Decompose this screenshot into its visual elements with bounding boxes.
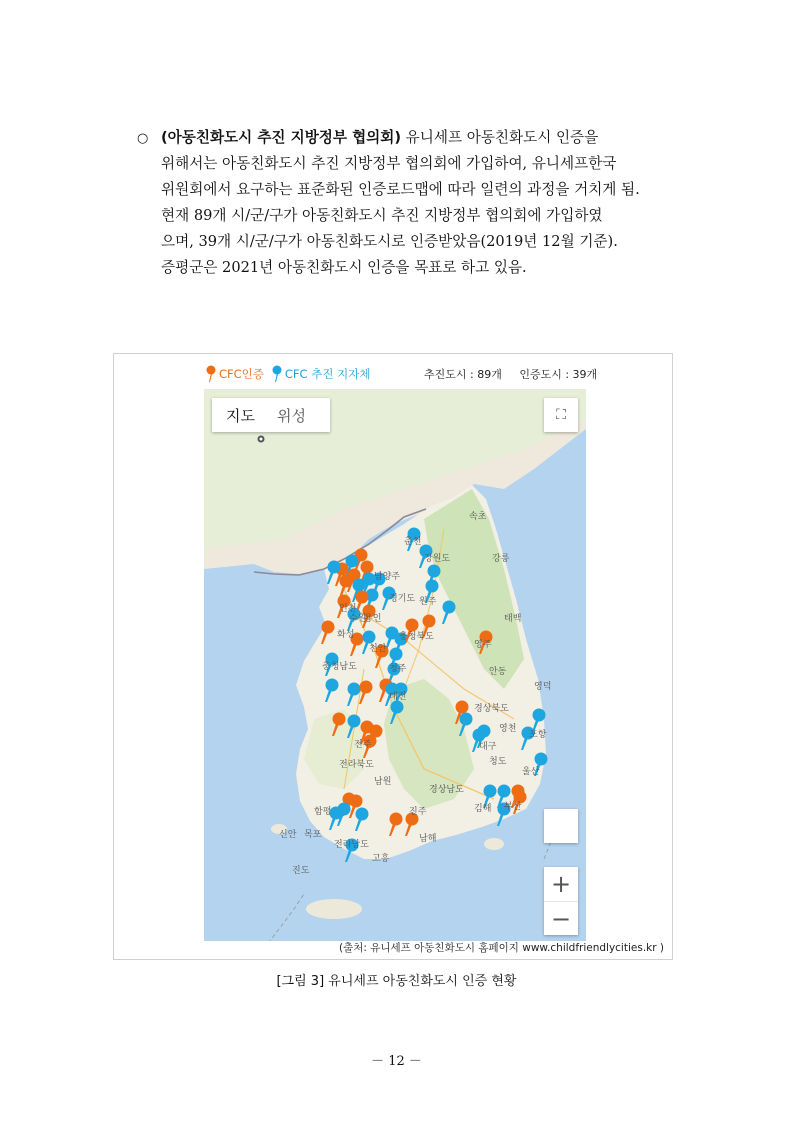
legend-promo-label: CFC 추진 지자체 [284,367,371,381]
label-layer [204,389,586,941]
map-type-satellite-button[interactable]: 위성 [276,406,306,425]
paragraph-line-6: 증평군은 2021년 아동친화도시 인증을 목표로 하고 있음. [161,259,527,276]
street-view-button[interactable] [544,809,578,843]
paragraph-line-3: 위원회에서 요구하는 표준화된 인증로드맵에 따라 일련의 과정을 거치게 됨. [161,181,640,198]
place-sokcho: 속초 [469,512,487,522]
place-busan: 부산 [504,802,522,812]
place-daejeon: 대전 [389,692,407,702]
map-stats [424,366,611,382]
fullscreen-button[interactable] [544,398,578,432]
place-gyeongnam: 경상남도 [429,785,464,795]
paragraph-line-5: 으며, 39개 시/군/구가 아동친화도시로 인증받았음(2019년 12월 기준). [161,233,618,250]
stat-cert-count: 인증도시 : 39개 [519,368,598,381]
place-daegu: 대구 [479,742,497,752]
place-yongin: 용인 [364,614,382,624]
map-legend [206,364,370,384]
place-cheongju: 청주 [389,664,407,674]
place-cheongdo: 청도 [489,757,507,767]
place-mokpo: 목포 [304,830,322,840]
zoom-out-button[interactable]: − [550,905,572,933]
stat-promo-count: 추진도시 : 89개 [424,368,502,381]
place-jeonnam: 전라남도 [334,840,369,850]
place-jeonju: 전주 [354,740,372,750]
place-pohang: 포항 [529,730,547,740]
paragraph-line-1-text: 유니세프 아동친화도시 인증을 [401,129,599,146]
figure-source: (출처: 유니세프 아동친화도시 홈페이지 www.childfriendlycities.kr ) [338,942,664,954]
legend-cfc-label: CFC인증 [219,367,264,381]
place-yeongju: 영주 [474,640,492,650]
place-cheonan: 천안 [369,644,387,654]
place-taebaek: 태백 [504,614,522,624]
place-hwaseong: 화성 [337,630,355,640]
paragraph-line-1 [137,125,697,151]
place-jinju: 진주 [409,807,427,817]
place-chungnam: 충청남도 [322,662,357,672]
place-yeongcheon: 영천 [499,724,517,734]
blue-pin-icon [272,365,282,383]
place-suwon: 수원 [349,614,367,624]
place-namyangju: 남양주 [374,572,401,582]
zoom-in-button[interactable]: + [544,867,578,902]
fullscreen-icon: ⛶ [556,407,566,423]
place-yeongdeok: 영덕 [534,682,552,692]
place-gangneung: 강릉 [492,554,510,564]
bullet-marker: ○ [137,131,149,146]
map-figure [113,353,673,960]
place-sinan: 신안 [279,830,297,840]
place-jeonbuk: 전라북도 [339,760,374,770]
paragraph-line-4: 현재 89개 시/군/구가 아동친화도시 추진 지방정부 협의회에 가입하였 [161,207,603,224]
place-ulsan: 울산 [522,767,540,777]
place-namhae: 남해 [419,834,437,844]
place-wonju: 원주 [419,597,437,607]
paragraph-heading: (아동친화도시 추진 지방정부 협의회) [161,129,402,146]
place-andong: 안동 [489,667,507,677]
map-type-control [212,398,330,432]
zoom-control [544,867,578,935]
paragraph-line-2: 위해서는 아동친화도시 추진 지방정부 협의회에 가입하여, 유니세프한국 [161,155,617,172]
korea-map[interactable] [204,389,586,941]
place-namwon: 남원 [374,777,392,787]
place-gimhae: 김해 [474,804,492,814]
place-hampyeong: 함평 [314,807,332,817]
map-type-road-button[interactable]: 지도 [226,406,255,425]
place-jindo: 진도 [292,866,310,876]
orange-pin-icon [206,365,216,383]
place-gangwon: 강원도 [424,554,451,564]
place-gyeonggi: 경기도 [389,594,416,604]
figure-caption: [그림 3] 유니세프 아동친화도시 인증 현황 [276,974,517,989]
page-number: － 12 － [371,1054,422,1069]
place-gyeongbuk: 경상북도 [474,704,509,714]
place-goheung: 고흥 [372,854,390,864]
body-paragraph [137,125,697,281]
place-chungbuk: 충청북도 [399,632,434,642]
place-incheon: 인천 [339,604,357,614]
place-chuncheon: 춘천 [404,537,422,547]
